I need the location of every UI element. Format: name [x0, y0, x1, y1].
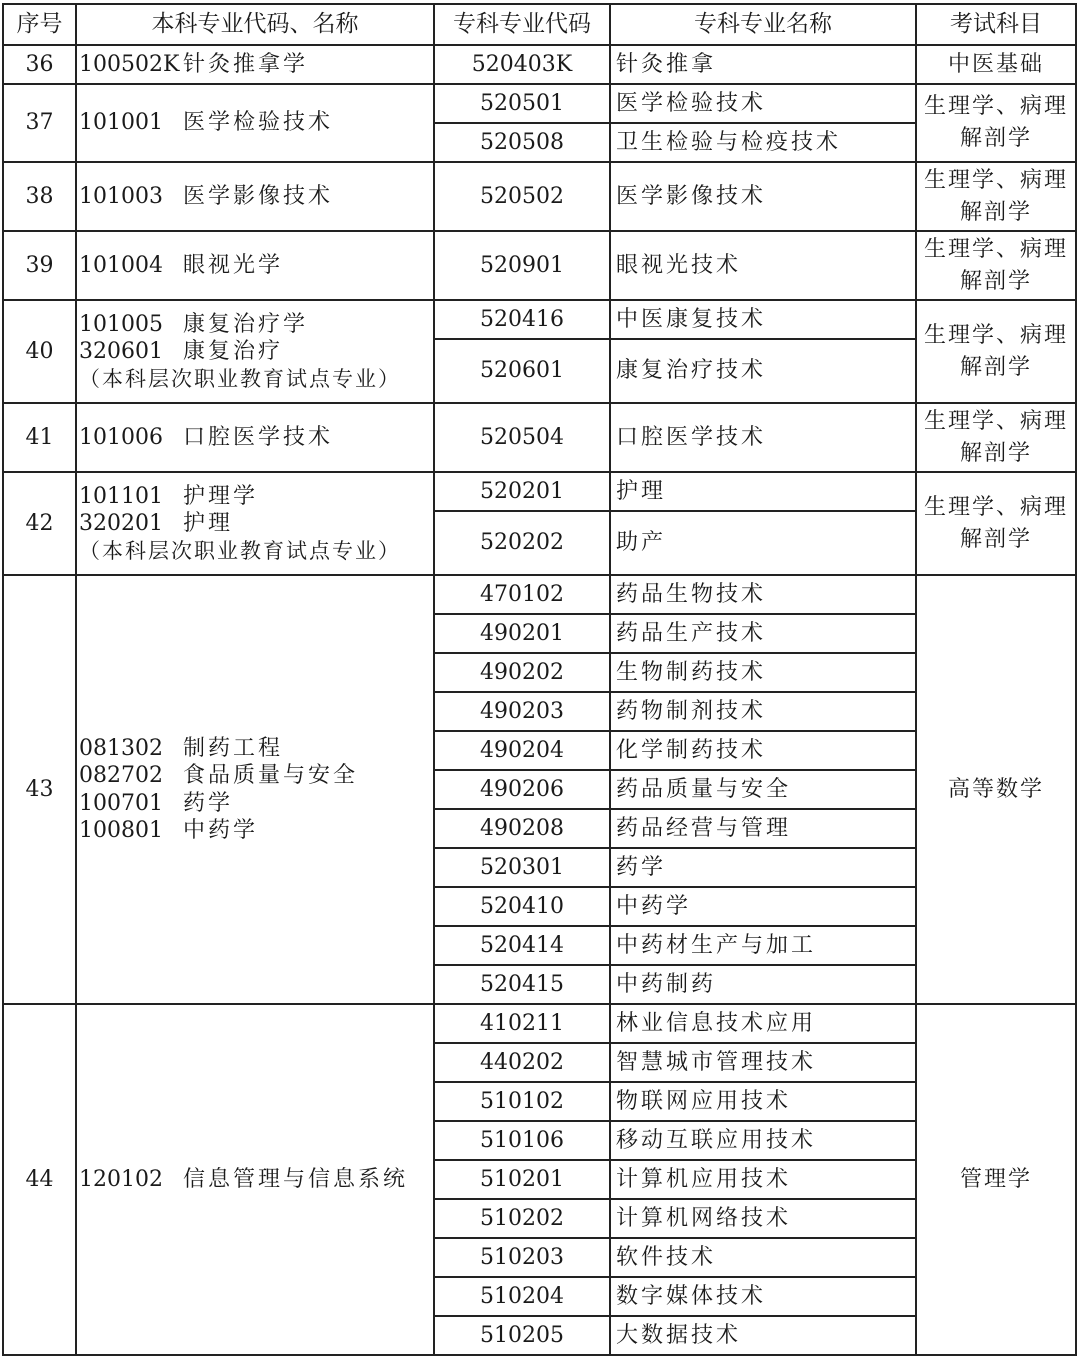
exam-subject-line: 高等数学 [947, 776, 1044, 802]
exam-subject-line: 生理学、病理 [923, 494, 1068, 520]
undergrad-major-cell [76, 1004, 434, 1355]
college-major-code: 520504 [434, 403, 610, 472]
exam-subject-line: 解剖学 [959, 199, 1032, 225]
college-major-name: 化学制药技术 [610, 731, 916, 770]
exam-subject-line: 解剖学 [959, 354, 1032, 380]
undergrad-major-code: 320601 [79, 339, 163, 365]
major-mapping-table [2, 3, 1077, 1356]
college-major-name: 眼视光技术 [610, 231, 916, 300]
header-exam-subject: 考试科目 [916, 4, 1076, 45]
college-major-name: 医学检验技术 [610, 84, 916, 123]
college-major-code: 490208 [434, 809, 610, 848]
table-row [3, 403, 1076, 472]
college-major-code: 470102 [434, 575, 610, 614]
undergrad-major-name: 护理学 [183, 483, 259, 509]
exam-subject-cell [916, 45, 1076, 84]
exam-subject-cell [916, 162, 1076, 231]
table-row [3, 84, 1076, 123]
exam-subject-cell [916, 472, 1076, 575]
college-major-code: 490204 [434, 731, 610, 770]
college-major-name: 中医康复技术 [610, 300, 916, 339]
undergrad-major-name: 针灸推拿学 [183, 51, 309, 77]
undergrad-major-cell [76, 45, 434, 84]
college-major-name: 药物制剂技术 [610, 692, 916, 731]
undergrad-major-code: 101005 [79, 311, 163, 337]
seq-cell: 41 [3, 403, 76, 472]
undergrad-major-name: 中药学 [183, 818, 259, 843]
college-major-name: 数字媒体技术 [610, 1277, 916, 1316]
undergrad-major-cell [76, 300, 434, 403]
college-major-code: 490201 [434, 614, 610, 653]
seq-cell: 42 [3, 472, 76, 575]
college-major-code: 510205 [434, 1316, 610, 1355]
college-major-name: 物联网应用技术 [610, 1082, 916, 1121]
college-major-name: 药品生产技术 [610, 614, 916, 653]
header-undergrad-major: 本科专业代码、名称 [76, 4, 434, 45]
college-major-name: 智慧城市管理技术 [610, 1043, 916, 1082]
undergrad-major-name: 食品质量与安全 [183, 763, 359, 788]
college-major-code: 410211 [434, 1004, 610, 1043]
undergrad-major-code: 320201 [79, 511, 163, 537]
college-major-name: 口腔医学技术 [610, 403, 916, 472]
undergrad-major-cell [76, 403, 434, 472]
college-major-name: 生物制药技术 [610, 653, 916, 692]
undergrad-major-line [79, 338, 433, 366]
college-major-code: 520502 [434, 162, 610, 231]
exam-subject-line: 中医基础 [947, 51, 1044, 77]
college-major-code: 490206 [434, 770, 610, 809]
college-major-code: 510102 [434, 1082, 610, 1121]
college-major-code: 510106 [434, 1121, 610, 1160]
college-major-name: 中药材生产与加工 [610, 926, 916, 965]
college-major-name: 软件技术 [610, 1238, 916, 1277]
college-major-code: 520410 [434, 887, 610, 926]
exam-subject-cell [916, 300, 1076, 403]
college-major-code: 520403K [434, 45, 610, 84]
seq-cell: 38 [3, 162, 76, 231]
college-major-name: 卫生检验与检疫技术 [610, 123, 916, 162]
pilot-program-note: （本科层次职业教育试点专业） [79, 366, 401, 391]
undergrad-major-name: 药学 [183, 790, 234, 816]
exam-subject-line: 解剖学 [959, 440, 1032, 466]
undergrad-major-name: 眼视光学 [183, 252, 284, 278]
college-major-code: 520202 [434, 511, 610, 575]
table-row [3, 575, 1076, 614]
pilot-program-note: （本科层次职业教育试点专业） [79, 538, 401, 563]
undergrad-major-line [79, 51, 433, 79]
college-major-name: 药品经营与管理 [610, 809, 916, 848]
header-college-name: 专科专业名称 [610, 4, 916, 45]
seq-cell: 37 [3, 84, 76, 162]
college-major-code: 520415 [434, 965, 610, 1004]
college-major-name: 中药制药 [610, 965, 916, 1004]
undergrad-major-name: 医学检验技术 [183, 110, 334, 136]
exam-subject-line: 生理学、病理 [923, 94, 1068, 120]
college-major-code: 490202 [434, 653, 610, 692]
undergrad-major-cell [76, 84, 434, 162]
college-major-name: 助产 [610, 511, 916, 575]
college-major-name: 护理 [610, 472, 916, 511]
exam-subject-cell [916, 84, 1076, 162]
exam-subject-cell [916, 231, 1076, 300]
college-major-code: 520201 [434, 472, 610, 511]
undergrad-major-code: 101003 [79, 183, 163, 209]
seq-cell: 44 [3, 1004, 76, 1355]
undergrad-major-line [79, 1166, 433, 1194]
college-major-name: 计算机网络技术 [610, 1199, 916, 1238]
undergrad-major-cell [76, 575, 434, 1004]
undergrad-major-name: 制药工程 [183, 735, 284, 761]
undergrad-major-name: 医学影像技术 [183, 183, 334, 209]
undergrad-major-line [79, 735, 433, 763]
undergrad-major-line [79, 510, 433, 538]
exam-subject-line: 管理学 [959, 1166, 1032, 1192]
exam-subject-line: 生理学、病理 [923, 322, 1068, 348]
exam-subject-cell [916, 575, 1076, 1004]
college-major-name: 大数据技术 [610, 1316, 916, 1355]
undergrad-major-code: 101004 [79, 252, 163, 278]
undergrad-major-cell [76, 472, 434, 575]
undergrad-major-line [79, 252, 433, 280]
undergrad-major-name: 康复治疗学 [183, 311, 309, 337]
college-major-name: 药品生物技术 [610, 575, 916, 614]
table-row [3, 1004, 1076, 1043]
undergrad-major-line [79, 109, 433, 137]
college-major-name: 计算机应用技术 [610, 1160, 916, 1199]
table-row [3, 162, 1076, 231]
college-major-code: 490203 [434, 692, 610, 731]
seq-cell: 39 [3, 231, 76, 300]
table-body [3, 45, 1076, 1355]
undergrad-major-name: 口腔医学技术 [183, 424, 334, 450]
exam-subject-line: 生理学、病理 [923, 408, 1068, 434]
college-major-name: 移动互联应用技术 [610, 1121, 916, 1160]
college-major-name: 针灸推拿 [610, 45, 916, 84]
college-major-code: 520301 [434, 848, 610, 887]
undergrad-major-line [79, 483, 433, 511]
undergrad-major-code: 082702 [79, 763, 163, 788]
college-major-code: 520416 [434, 300, 610, 339]
undergrad-major-cell [76, 231, 434, 300]
undergrad-major-code: 100701 [79, 790, 163, 816]
exam-subject-cell [916, 403, 1076, 472]
undergrad-major-code: 081302 [79, 735, 163, 761]
college-major-name: 康复治疗技术 [610, 339, 916, 403]
exam-subject-line: 生理学、病理 [923, 167, 1068, 193]
seq-cell: 43 [3, 575, 76, 1004]
table-row [3, 45, 1076, 84]
undergrad-major-code: 101006 [79, 424, 163, 450]
college-major-code: 440202 [434, 1043, 610, 1082]
table-row [3, 300, 1076, 339]
college-major-code: 510202 [434, 1199, 610, 1238]
college-major-code: 520508 [434, 123, 610, 162]
header-row [3, 4, 1076, 45]
header-seq: 序号 [3, 4, 76, 45]
undergrad-major-line [79, 790, 433, 818]
table-row [3, 231, 1076, 300]
college-major-name: 医学影像技术 [610, 162, 916, 231]
college-major-name: 林业信息技术应用 [610, 1004, 916, 1043]
exam-subject-line: 解剖学 [959, 126, 1032, 151]
undergrad-major-line [79, 762, 433, 790]
college-major-code: 520601 [434, 339, 610, 403]
header-college-code: 专科专业代码 [434, 4, 610, 45]
undergrad-major-name: 康复治疗 [183, 339, 284, 365]
exam-subject-line: 解剖学 [959, 526, 1032, 552]
exam-subject-line: 生理学、病理 [923, 236, 1068, 262]
undergrad-major-line [79, 183, 433, 211]
seq-cell: 36 [3, 45, 76, 84]
exam-subject-cell [916, 1004, 1076, 1355]
undergrad-major-code: 101101 [79, 483, 163, 509]
college-major-code: 520901 [434, 231, 610, 300]
undergrad-major-name: 护理 [183, 511, 234, 537]
undergrad-major-cell [76, 162, 434, 231]
undergrad-major-code: 100801 [79, 818, 163, 843]
undergrad-major-code: 120102 [79, 1166, 163, 1192]
college-major-code: 520414 [434, 926, 610, 965]
table-row [3, 472, 1076, 511]
college-major-name: 药品质量与安全 [610, 770, 916, 809]
college-major-name: 中药学 [610, 887, 916, 926]
college-major-code: 510201 [434, 1160, 610, 1199]
undergrad-major-code: 100502K [79, 51, 180, 77]
college-major-code: 510203 [434, 1238, 610, 1277]
undergrad-major-line [79, 817, 433, 845]
undergrad-major-line [79, 311, 433, 339]
college-major-code: 520501 [434, 84, 610, 123]
undergrad-major-code: 101001 [79, 110, 163, 136]
exam-subject-line: 解剖学 [959, 268, 1032, 294]
college-major-name: 药学 [610, 848, 916, 887]
seq-cell: 40 [3, 300, 76, 403]
undergrad-major-name: 信息管理与信息系统 [183, 1166, 409, 1192]
undergrad-major-line [79, 424, 433, 452]
college-major-code: 510204 [434, 1277, 610, 1316]
